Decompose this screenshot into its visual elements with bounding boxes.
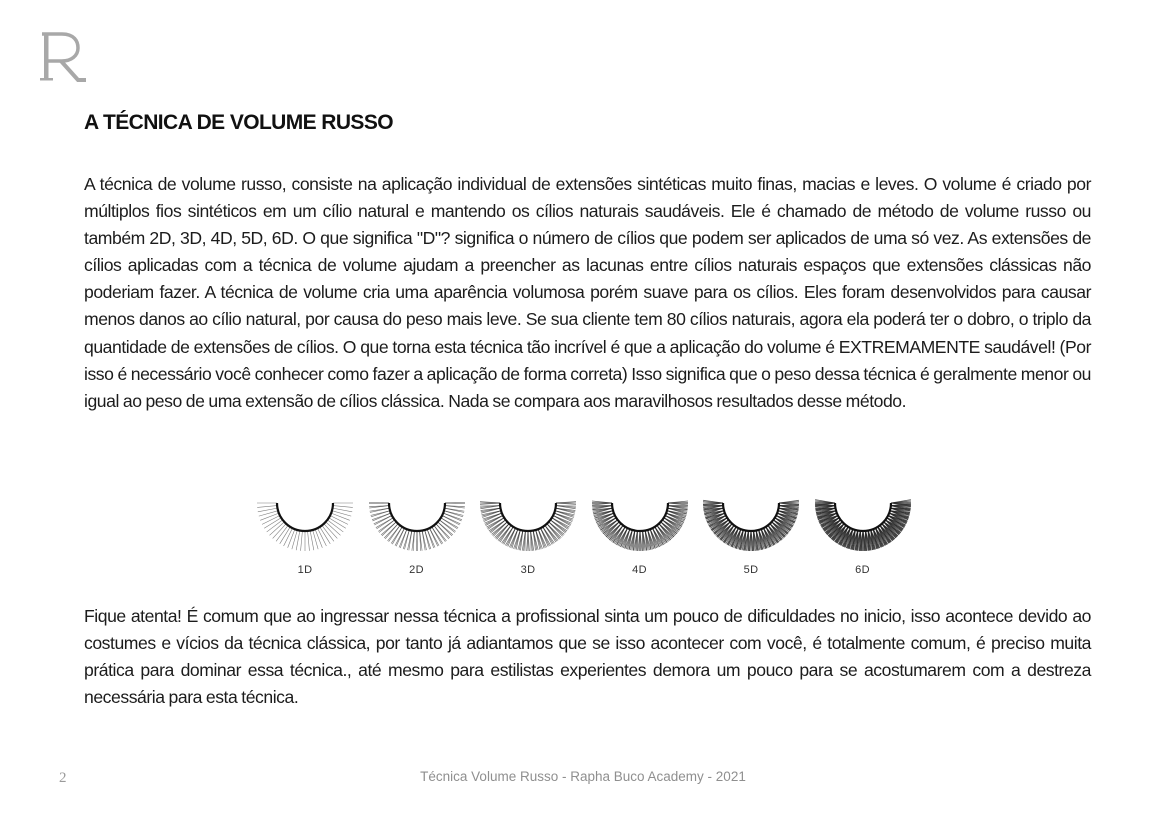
intro-paragraph: A técnica de volume russo, consiste na aplicação individual de extensões sintéticas muito finas, macias e leves. O volume é criado por múltiplos fios sintéticos em um cílio natural e mantendo os cílios naturais saudáveis. Ele é chamado de método de volume russo ou também 2D, 3D, 4D, 5D, 6D. O que significa "D"? significa o número de cílios que podem ser aplicados de uma só vez. As extensões de cílios aplicadas com a técnica de volume ajudam a preencher as lacunas entre cílios naturais espaços que extensões clássicas não poderiam fazer. A técnica de volume cria uma aparência volumosa porém suave para os cílios. Eles foram desenvolvidos para causar menos danos ao cílio natural, por causa do peso mais leve. Se sua cliente tem 80 cílios naturais, agora ela poderá ter o dobro, o triplo da quantidade de extensões de cílios. O que torna esta técnica tão incrível é que a aplicação do volume é EXTREMAMENTE saudável! (Por isso é necessário você conhecer como fazer a aplicação de forma correta) Isso significa que o peso dessa técnica é geralmente menor ou igual ao peso de uma extensão de cílios clássica. Nada se compara aos maravilhosos resultados desse método. [84, 174, 1091, 411]
lash-fan-4d [590, 498, 690, 580]
lash-fan-2d [367, 498, 467, 580]
lash-label: 5D [743, 564, 759, 576]
lash-fan-5d [701, 498, 801, 580]
lash-volume-diagram [255, 498, 915, 580]
lash-fan-3d [478, 498, 578, 580]
lash-label: 1D [297, 564, 313, 576]
lash-fan-6d [813, 498, 913, 580]
lash-fan-icon [813, 498, 913, 558]
lash-label: 4D [632, 564, 647, 576]
page-title: A TÉCNICA DE VOLUME RUSSO [84, 111, 393, 134]
lash-fan-icon [367, 498, 467, 558]
lash-label: 2D [409, 564, 424, 576]
logo-r-icon [40, 28, 90, 86]
warning-paragraph: Fique atenta! É comum que ao ingressar nessa técnica a profissional sinta um pouco de dificuldades no inicio, isso acontece devido ao costumes e vícios da técnica clássica, por tanto já adiantamos que se isso acontecer com você, é totalmente comum, é preciso muita prática para dominar essa técnica., até mesmo para estilistas experientes demora um pouco para se acostumarem com a destreza necessária para esta técnica. [84, 606, 1091, 708]
lash-label: 3D [520, 564, 536, 576]
lash-fan-icon [478, 498, 578, 558]
footer-text: Técnica Volume Russo - Rapha Buco Academy - 2021 [420, 769, 746, 784]
lash-fan-icon [701, 498, 801, 558]
page-number: 2 [59, 770, 67, 786]
lash-fan-1d [255, 498, 355, 580]
lash-fan-icon [255, 498, 355, 558]
lash-fan-icon [590, 498, 690, 558]
lash-label: 6D [855, 564, 870, 576]
